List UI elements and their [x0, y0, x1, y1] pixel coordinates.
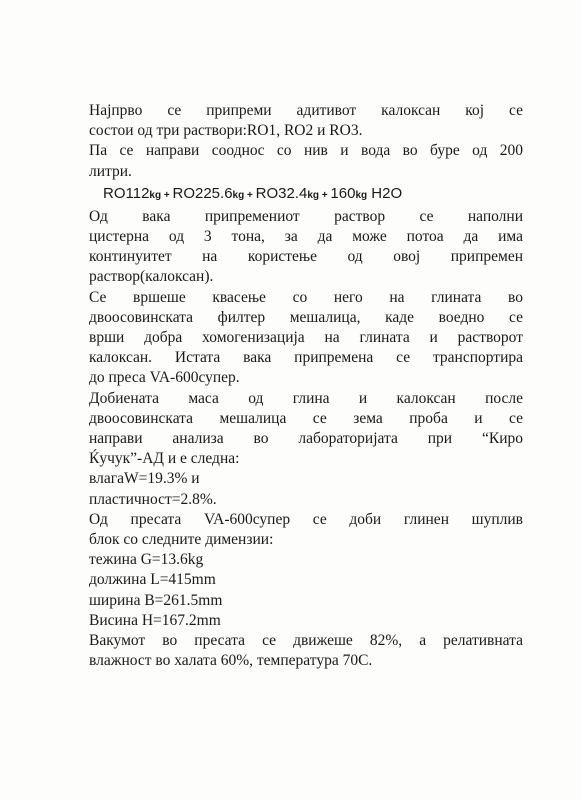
formula-plus-3: +	[319, 189, 331, 201]
formula-unit-1: kg	[149, 189, 162, 201]
formula-plus-1: +	[161, 189, 173, 201]
text-line: калоксан. Истата вака припремена се транспортира	[89, 349, 523, 367]
text-line: влажност во халата 60%, температура 70C.	[89, 652, 373, 670]
text-line: влагаW=19.3% и	[89, 470, 200, 488]
text-line: двоосовинската мешалица се зема проба и се	[89, 409, 523, 427]
formula-plus-2: +	[244, 189, 256, 201]
text-line: блок со следните димензии:	[89, 531, 274, 549]
formula-ro1: RO1	[103, 184, 133, 202]
paragraph-ratio	[89, 141, 523, 181]
formula-value-3: 2.4	[286, 184, 308, 202]
formula-water: H2O	[367, 184, 403, 202]
text-line: континуитет на користење од овој припремен	[89, 248, 523, 266]
formula-value-1: 12	[132, 184, 150, 202]
text-line: Од пресата VA-600супер се доби глинен шуплив	[89, 510, 523, 528]
formula-unit-3: kg	[307, 189, 319, 201]
text-line: цистерна од 3 тона, за да може потоа да има	[89, 228, 523, 246]
text-line: тежина G=13.6kg	[89, 551, 204, 569]
formula-value-4: 160	[330, 184, 356, 202]
text-line: Најпрво се припреми адитивот калоксан кој се	[89, 102, 523, 119]
text-line: Добиената маса од глина и калоксан после	[89, 389, 523, 407]
text-line: пластичност=2.8%.	[89, 490, 217, 508]
text-line: Од вака припрeмениот раствор се наполни	[89, 207, 523, 225]
text-line: двоосовинската филтер мешалица, каде воедно се	[89, 308, 523, 326]
text-line: до преса VA-600супер.	[89, 369, 240, 387]
text-line: ширина B=261.5mm	[89, 591, 223, 609]
text-line: Вакумот во пресата се движеше 82%, а релативната	[89, 632, 523, 650]
mixture-formula	[103, 184, 523, 206]
text-line: должина L=415mm	[89, 571, 216, 589]
document-page	[89, 101, 523, 671]
formula-unit-4: kg	[355, 189, 368, 201]
text-line: Ќучук”-АД и е следна:	[89, 450, 240, 468]
paragraph-body	[89, 207, 523, 672]
text-line: Се вршеше квасење со него на глината во	[89, 288, 523, 306]
text-line: литри.	[89, 162, 132, 180]
formula-value-2: 25.6	[203, 184, 233, 202]
text-line: Па се направи соодноc со нив и вода во буре од 200	[89, 142, 523, 160]
formula-unit-2: kg	[232, 189, 245, 201]
text-line: направи анализа во лабораторијата при “Киро	[89, 430, 523, 448]
text-line: Висина H=167.2mm	[89, 611, 221, 629]
text-line: врши добра хомогенизација на глината и растворот	[89, 329, 523, 347]
text-line: раствор(калоксан).	[89, 268, 214, 286]
formula-ro3: RO3	[255, 184, 287, 202]
paragraph-intro	[89, 101, 523, 141]
text-line: состои од три раствори:RO1, RO2 и RO3.	[89, 122, 363, 140]
formula-ro2: RO2	[172, 184, 204, 202]
